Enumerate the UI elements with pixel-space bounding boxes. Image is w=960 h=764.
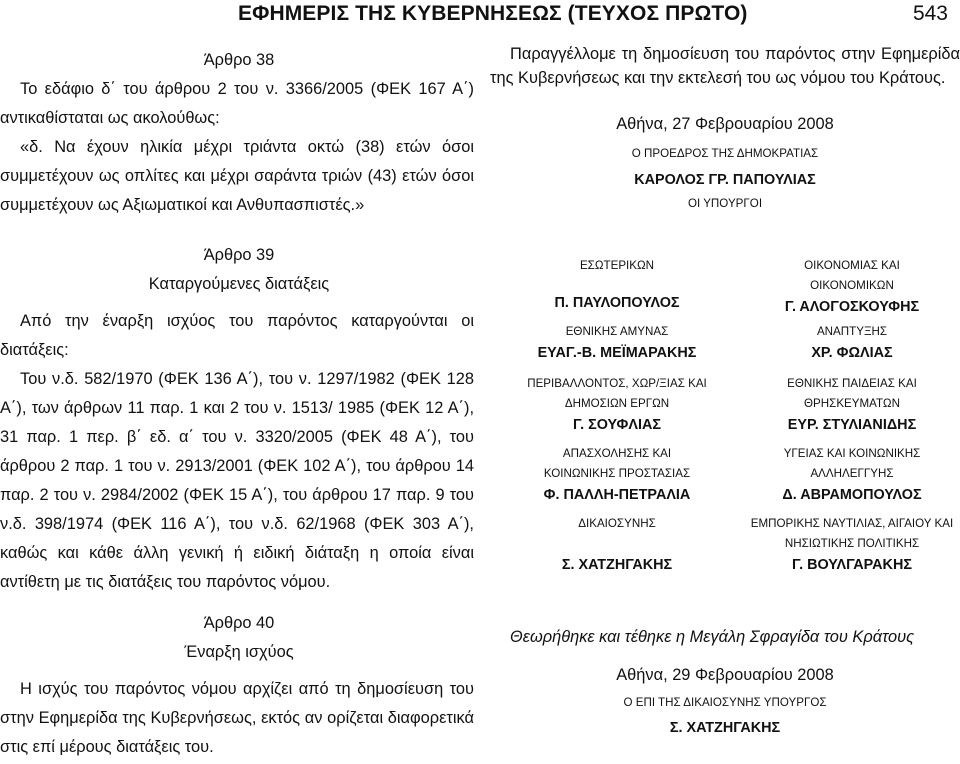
seal-statement: Θεωρήθηκε και τέθηκε η Μεγάλη Σφραγίδα του Κράτους [510,628,915,646]
minister-signature [744,322,960,364]
minister-name: Γ. ΣΟΥΦΛΙΑΣ [573,417,661,433]
justice-minister-name: Σ. ΧΑΤΖΗΓΑΚΗΣ [669,720,781,736]
minister-signature [744,444,960,506]
right-column [490,40,960,213]
page-number: 543 [912,2,948,25]
article-38-heading: Άρθρο 38 [203,51,275,69]
president-name: ΚΑΡΟΛΟΣ ΓΡ. ΠΑΠΟΥΛΙΑΣ [634,172,816,188]
article-39-subtitle: Καταργούμενες διατάξεις [148,275,330,293]
minister-signature [490,514,744,576]
minister-title: ΑΠΑΣΧΟΛΗΣΗΣ ΚΑΙ ΚΟΙΝΩΝΙΚΗΣ ΠΡΟΣΤΑΣΙΑΣ [543,447,691,480]
minister-name: Γ. ΒΟΥΛΓΑΡΑΚΗΣ [792,557,912,573]
minister-name: ΕΥΡ. ΣΤΥΛΙΑΝΙΔΗΣ [787,417,917,433]
president-title: Ο ΠΡΟΕΔΡΟΣ ΤΗΣ ΔΗΜΟΚΡΑΤΙΑΣ [631,147,819,160]
article-40-heading: Άρθρο 40 [203,614,275,632]
article-38-paragraph-2: «δ. Να έχουν ηλικία μέχρι τριάντα οκτώ (38) ετών όσοι συμμετέχουν ως οπλίτες και μέχρι σαράντα τριών (43) ετών όσοι συμμετέχουν ως Αξιωματικοί και Ανθυπασπιστές.» [0,138,474,214]
minister-title: ΕΘΝΙΚΗΣ ΠΑΙΔΕΙΑΣ ΚΑΙ ΘΡΗΣΚΕΥΜΑΤΩΝ [787,377,917,410]
minister-title: ΕΣΩΤΕΡΙΚΩΝ [579,259,655,272]
minister-name: Φ. ΠΑΛΛΗ-ΠΕΤΡΑΛΙΑ [543,487,691,503]
minister-title: ΕΘΝΙΚΗΣ ΑΜΥΝΑΣ [565,325,669,338]
minister-name: Π. ΠΑΥΛΟΠΟΥΛΟΣ [554,295,680,311]
date-athens-27: Αθήνα, 27 Φεβρουαρίου 2008 [616,115,834,133]
page-header [0,0,960,30]
article-39-paragraph-1: Από την έναρξη ισχύος του παρόντος καταργούνται οι διατάξεις: [0,312,474,359]
article-39-paragraph-2: Του ν.δ. 582/1970 (ΦΕΚ 136 Α΄), του ν. 1297/1982 (ΦΕΚ 128 Α΄), των άρθρων 11 παρ. 1 και 2 του ν. 1513/ 1985 (ΦΕΚ 12 Α΄), 31 παρ. 1 περ. β΄ εδ. α΄ του ν. 3320/2005 (ΦΕΚ 48 Α΄), του άρθρου 2 παρ. 1 του ν. 2913/2001 (ΦΕΚ 102 Α΄), του άρθρου 14 παρ. 2 του ν. 2984/2002 (ΦΕΚ 15 Α΄), του άρθρου 17 παρ. 9 του ν.δ. 398/1974 (ΦΕΚ 116 Α΄), του ν.δ. 62/1968 (ΦΕΚ 303 Α΄), καθώς και κάθε άλλη γενική ή ειδική διάταξη η οποία είναι αντίθετη με τις διατάξεις του παρόντος νόμου. [0,370,474,591]
minister-signature [490,374,744,436]
minister-name: Σ. ΧΑΤΖΗΓΑΚΗΣ [561,557,673,573]
article-39-heading: Άρθρο 39 [203,246,275,264]
minister-title: ΔΙΚΑΙΟΣΥΝΗΣ [578,517,656,530]
left-column [0,40,478,762]
minister-name: Γ. ΑΛΟΓΟΣΚΟΥΦΗΣ [784,299,920,315]
date-athens-29: Αθήνα, 29 Φεβρουαρίου 2008 [616,666,834,684]
seal-section [490,626,960,738]
minister-title: ΑΝΑΠΤΥΞΗΣ [816,325,888,338]
article-38-paragraph-1: Το εδάφιο δ΄ του άρθρου 2 του ν. 3366/2005 (ΦΕΚ 167 Α΄) αντικαθίσταται ως ακολούθως: [0,80,474,127]
minister-signature [744,256,960,318]
minister-title: ΠΕΡΙΒΑΛΛΟΝΤΟΣ, ΧΩΡ/ΞΙΑΣ ΚΑΙ ΔΗΜΟΣΙΩΝ ΕΡΓΩΝ [527,377,707,410]
minister-name: ΧΡ. ΦΩΛΙΑΣ [811,345,893,361]
minister-signature [490,256,744,314]
minister-title: ΟΙΚΟΝΟΜΙΑΣ ΚΑΙ ΟΙΚΟΝΟΜΙΚΩΝ [804,259,900,292]
article-40-paragraph-1: Η ισχύς του παρόντος νόμου αρχίζει από τη δημοσίευση του στην Εφημερίδα της Κυβερνήσεως, εκτός αν ορίζεται διαφορετικά στις επί μέρους διατάξεις του. [0,680,474,756]
gazette-title: ΕΦΗΜΕΡΙΣ ΤΗΣ ΚΥΒΕΡΝΗΣΕΩΣ (ΤΕΥΧΟΣ ΠΡΩΤΟ) [238,2,748,25]
minister-title: ΕΜΠΟΡΙΚΗΣ ΝΑΥΤΙΛΙΑΣ, ΑΙΓΑΙΟΥ ΚΑΙ ΝΗΣΙΩΤΙΚΗΣ ΠΟΛΙΤΙΚΗΣ [750,517,954,550]
minister-signature [744,514,960,576]
ministers-label: ΟΙ ΥΠΟΥΡΓΟΙ [687,197,763,210]
minister-name: Δ. ΑΒΡΑΜΟΠΟΥΛΟΣ [782,487,922,503]
minister-signature [744,374,960,436]
minister-title: ΥΓΕΙΑΣ ΚΑΙ ΚΟΙΝΩΝΙΚΗΣ ΑΛΛΗΛΕΓΓΥΗΣ [783,447,921,480]
minister-signature [490,444,744,506]
article-40-subtitle: Έναρξη ισχύος [184,643,294,661]
promulgation-text: Παραγγέλλομε τη δημοσίευση του παρόντος στην Εφημερίδα της Κυβερνήσεως και την εκτελεσή του ως νόμου του Κράτους. [490,45,960,87]
justice-minister-title: Ο ΕΠΙ ΤΗΣ ΔΙΚΑΙΟΣΥΝΗΣ ΥΠΟΥΡΓΟΣ [623,696,827,709]
minister-name: ΕΥΑΓ.-Β. ΜΕΪΜΑΡΑΚΗΣ [537,345,697,361]
minister-signature [490,322,744,364]
